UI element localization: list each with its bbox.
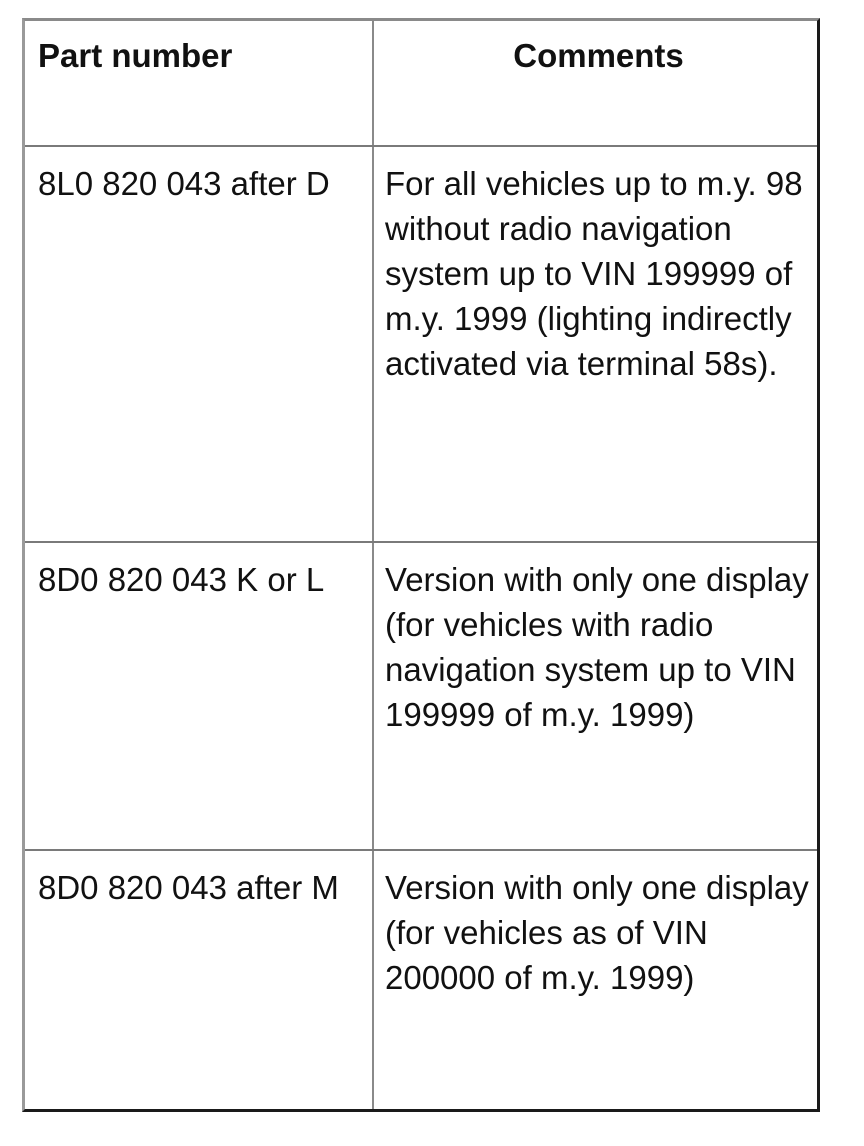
part-number-cell: 8L0 820 043 after D [38,165,330,202]
parts-table [22,18,820,1112]
table-header-row [25,21,817,147]
part-number-cell: 8D0 820 043 K or L [38,561,325,598]
table-row [25,851,817,1109]
comment-cell: Version with only one display (for vehicles with radio navigation system up to VIN 199999 of m.y. 1999) [385,561,809,733]
header-comments: Comments [513,37,684,74]
table-row [25,147,817,543]
comment-cell: For all vehicles up to m.y. 98 without radio navigation system up to VIN 199999 of m.y. 1999 (lighting indirectly activated via terminal 58s). [385,165,803,382]
comment-cell: Version with only one display (for vehicles as of VIN 200000 of m.y. 1999) [385,869,809,996]
header-part-number: Part number [38,37,233,74]
part-number-cell: 8D0 820 043 after M [38,869,339,906]
table-row [25,543,817,851]
